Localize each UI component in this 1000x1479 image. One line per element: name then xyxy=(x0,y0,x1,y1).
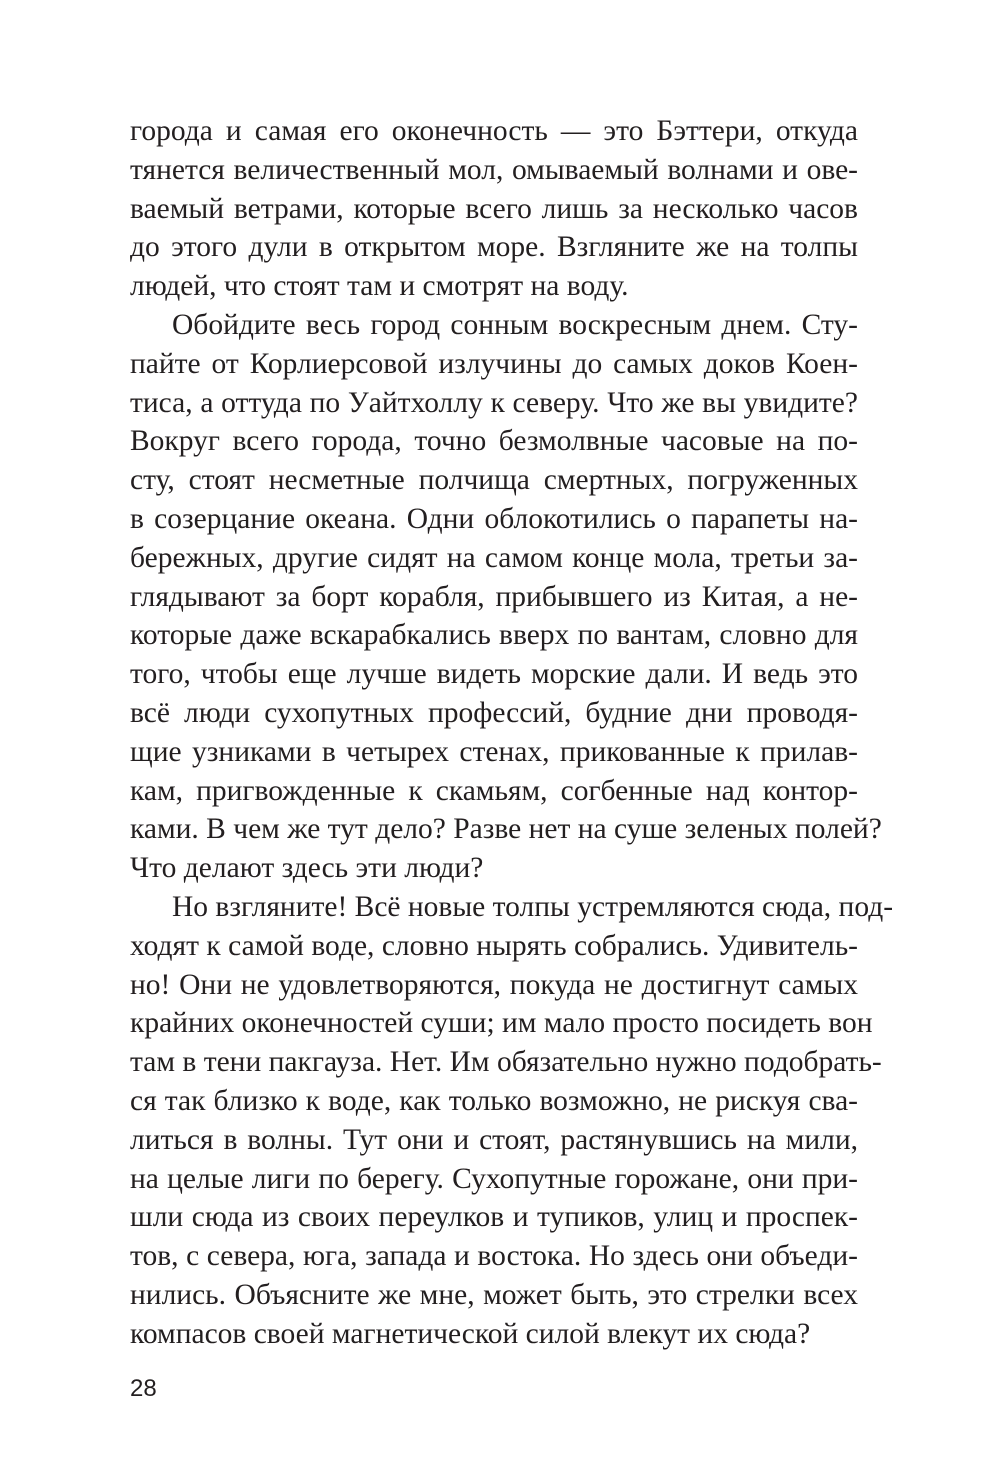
text-line: глядывают за борт корабля, прибывшего из Китая, а не- xyxy=(130,580,858,613)
text-line: шли сюда из своих переулков и тупиков, улиц и проспек- xyxy=(130,1201,858,1234)
text-line: пайте от Корлиерсовой излучины до самых доков Коен- xyxy=(130,347,858,380)
text-line: Что делают здесь эти люди? xyxy=(130,852,484,885)
text-line: ходят к самой воде, словно нырять собрались. Удивитель- xyxy=(130,929,858,962)
paragraph-start-line: Обойдите весь город сонным воскресным днем. Сту- xyxy=(172,308,858,341)
text-line: кам, пригвожденные к скамьям, согбенные над контор- xyxy=(130,774,858,807)
text-line: на целые лиги по берегу. Сухопутные горожане, они при- xyxy=(130,1162,858,1195)
text-line: Вокруг всего города, точно безмолвные часовые на по- xyxy=(130,425,858,458)
text-line: там в тени пакгауза. Нет. Им обязательно нужно подобрать- xyxy=(130,1046,882,1079)
body-text xyxy=(130,112,894,1354)
text-line: ваемый ветрами, которые всего лишь за несколько часов xyxy=(130,192,858,225)
text-line: города и самая его оконечность — это Бэттери, откуда xyxy=(130,115,858,147)
text-line: компасов своей магнетической силой влекут их сюда? xyxy=(130,1317,811,1350)
text-line: бережных, другие сидят на самом конце мола, третьи за- xyxy=(130,541,858,574)
text-line: нились. Объясните же мне, может быть, это стрелки всех xyxy=(130,1278,858,1311)
text-line: тиса, а оттуда по Уайтхоллу к северу. Что же вы увидите? xyxy=(130,386,858,419)
text-line: до этого дули в открытом море. Взгляните же на толпы xyxy=(130,231,858,264)
text-line: но! Они не удовлетворяются, покуда не достигнут самых xyxy=(130,968,858,1001)
text-line: ся так близко к воде, как только возможно, не рискуя сва- xyxy=(130,1084,858,1117)
page-number: 28 xyxy=(130,1375,157,1402)
text-line: всё люди сухопутных профессий, будние дни проводя- xyxy=(130,696,858,729)
text-line: тянется величественный мол, омываемый волнами и ове- xyxy=(130,153,858,186)
text-line: того, чтобы еще лучше видеть морские дали. И ведь это xyxy=(130,658,858,691)
text-line: в созерцание океана. Одни облокотились о парапеты на- xyxy=(130,502,858,535)
text-line: ками. В чем же тут дело? Разве нет на суше зеленых полей? xyxy=(130,813,882,846)
text-line: которые даже вскарабкались вверх по вантам, словно для xyxy=(130,619,858,652)
text-line: сту, стоят несметные полчища смертных, погруженных xyxy=(130,464,858,497)
paragraph-start-line: Но взгляните! Всё новые толпы устремляются сюда, под- xyxy=(172,890,894,923)
text-line: литься в волны. Тут они и стоят, растянувшись на мили, xyxy=(130,1123,858,1156)
text-line: людей, что стоят там и смотрят на воду. xyxy=(130,270,629,303)
text-line: тов, с севера, юга, запада и востока. Но здесь они объеди- xyxy=(130,1240,858,1273)
text-line: щие узниками в четырех стенах, прикованные к прилав- xyxy=(130,735,858,768)
text-line: крайних оконечностей суши; им мало просто посидеть вон xyxy=(130,1007,873,1040)
